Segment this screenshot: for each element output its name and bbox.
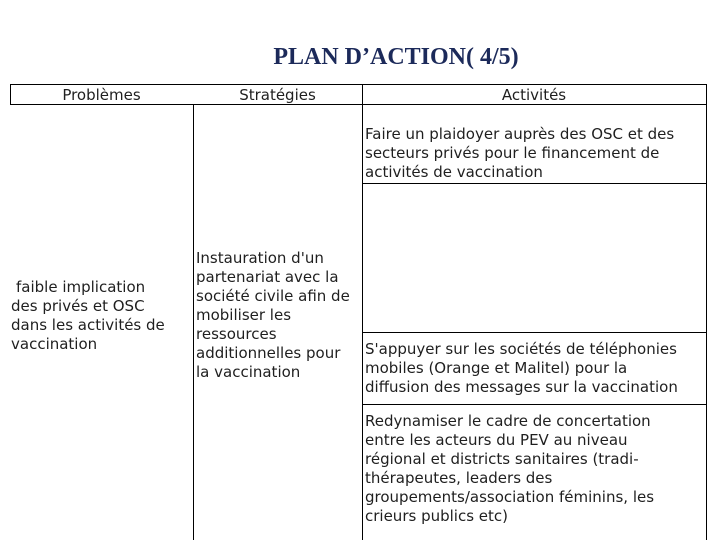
page-title: PLAN D’ACTION( 4/5) <box>273 44 519 70</box>
activite-telephonie: S'appuyer sur les sociétés de téléphonies mobiles (Orange et Malitel) pour la diffusion des messages sur la vaccination <box>365 340 678 396</box>
probleme-text: faible implication des privés et OSC dans les activités de vaccination <box>11 278 165 353</box>
strategie-text: Instauration d'un partenariat avec la société civile afin de mobiliser les ressources additionnelles pour la vaccination <box>196 249 350 381</box>
column-divider-1 <box>193 104 194 540</box>
header-problemes: Problèmes <box>62 86 141 104</box>
column-divider-2 <box>362 84 363 540</box>
table-right-border <box>706 84 707 540</box>
activity-divider-1 <box>362 183 707 184</box>
activity-divider-2 <box>362 332 707 333</box>
activity-divider-3 <box>362 404 707 405</box>
table-top-border <box>10 84 707 85</box>
header-activites: Activités <box>501 86 567 104</box>
header-strategies: Stratégies <box>239 86 316 104</box>
activite-plaidoyer: Faire un plaidoyer auprès des OSC et des secteurs privés pour le financement de activités de vaccination <box>365 125 675 181</box>
activite-concertation: Redynamiser le cadre de concertation entre les acteurs du PEV au niveau régional et districts sanitaires (tradi- thérapeutes, leaders des groupements/association féminins, les crieurs publics etc) <box>365 412 655 525</box>
